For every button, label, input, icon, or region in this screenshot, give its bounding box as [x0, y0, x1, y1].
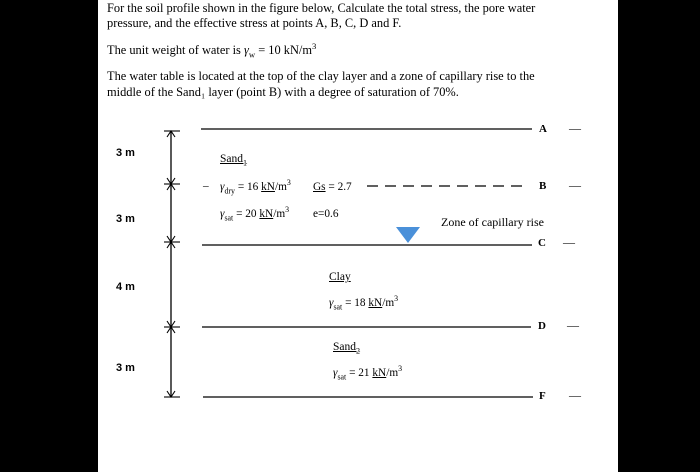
sand1-gamma-dry-val: = 16 [235, 181, 262, 193]
sand2-gamma-sat [333, 366, 402, 380]
capillary-zone-label: Zone of capillary rise [441, 215, 544, 229]
sand2-gamma-sat-val: = 21 [346, 367, 373, 379]
sand1-gamma-dry [220, 180, 291, 194]
clay-gamma-sat [329, 296, 398, 310]
dimension-arrows [164, 131, 180, 397]
sand1-leading-dash: – [203, 180, 209, 192]
point-b: B [539, 180, 547, 192]
gamma-sub: w [248, 49, 256, 60]
clay-gamma-sat-unit-tail: /m [382, 297, 395, 309]
sand1-gamma-dry-sym: γ [220, 181, 225, 193]
sand2-gamma-sat-unit-tail: /m [386, 367, 399, 379]
sand1-gamma-sat-unit: kN [259, 208, 274, 220]
point-b-dash: — [569, 178, 581, 192]
point-f: F [539, 390, 546, 402]
clay-gamma-sat-sym: γ [329, 297, 334, 309]
sand1-gs-val: = 2.7 [325, 181, 352, 193]
unit-weight-exp: 3 [312, 40, 317, 51]
gamma-symbol: γ [243, 43, 249, 57]
point-c-dash: — [563, 235, 575, 249]
sand1-gamma-sat-sub: sat [224, 213, 234, 223]
sand1-gamma-sat-unit-tail: /m [273, 208, 286, 220]
sand1-gamma-dry-exp: 3 [286, 178, 291, 188]
sand1-gamma-sat [220, 207, 289, 221]
sand1-void-ratio: e=0.6 [313, 208, 339, 220]
sand2-gamma-sat-sub: sat [337, 372, 347, 382]
clay-gamma-sat-exp: 3 [394, 294, 399, 304]
sand2-name-text: Sand [333, 341, 356, 353]
clay-gamma-sat-sub: sat [333, 302, 343, 312]
sand1-gamma-dry-unit: kN [261, 181, 275, 193]
point-f-dash: — [569, 388, 581, 402]
sand1-gamma-sat-sym: γ [220, 208, 225, 220]
dim-3m-bottom: 3 m [116, 362, 135, 374]
clay-name: Clay [329, 271, 351, 283]
water-table-line-1: The water table is located at the top of the clay layer and a zone of capillary rise to the [107, 69, 535, 83]
intro-line-1: For the soil profile shown in the figure below, Calculate the total stress, the pore water [107, 1, 536, 15]
intro-line-2: pressure, and the effective stress at points A, B, C, D and F. [107, 16, 402, 30]
dim-4m: 4 m [116, 281, 135, 293]
sand2-name-sub: 2 [356, 346, 361, 356]
sand2-gamma-sat-unit: kN [372, 367, 387, 379]
point-d: D [538, 320, 546, 332]
water-table-line-2: middle of the Sand₁ layer (point B) with a degree of saturation of 70%. [107, 85, 459, 99]
dim-3m-middle: 3 m [116, 213, 135, 225]
point-d-dash: — [567, 318, 579, 332]
point-c: C [538, 237, 546, 249]
sand1-gs-label: Gs [313, 181, 326, 193]
sand1-name-sub: 1 [243, 158, 248, 168]
sand1-name [220, 153, 248, 168]
sand1-gamma-sat-val: = 20 [233, 208, 260, 220]
sand1-gamma-sat-exp: 3 [285, 205, 290, 215]
clay-gamma-sat-val: = 18 [342, 297, 369, 309]
sand2-name [333, 341, 361, 356]
unit-weight-value: = 10 kN/m [255, 43, 313, 57]
dim-3m-top: 3 m [116, 147, 135, 159]
clay-gamma-sat-unit: kN [368, 297, 383, 309]
point-a-dash: — [569, 121, 581, 135]
sand2-gamma-sat-exp: 3 [398, 364, 403, 374]
water-table-marker [396, 227, 420, 243]
unit-weight-prefix: The unit weight of water is [107, 43, 244, 57]
sand2-gamma-sat-sym: γ [333, 367, 338, 379]
sand1-gs [313, 180, 352, 194]
sand1-gamma-dry-unit-tail: /m [274, 181, 287, 193]
sand1-gamma-dry-sub: dry [224, 186, 235, 196]
point-a: A [539, 123, 547, 135]
sand1-name-text: Sand [220, 153, 243, 165]
